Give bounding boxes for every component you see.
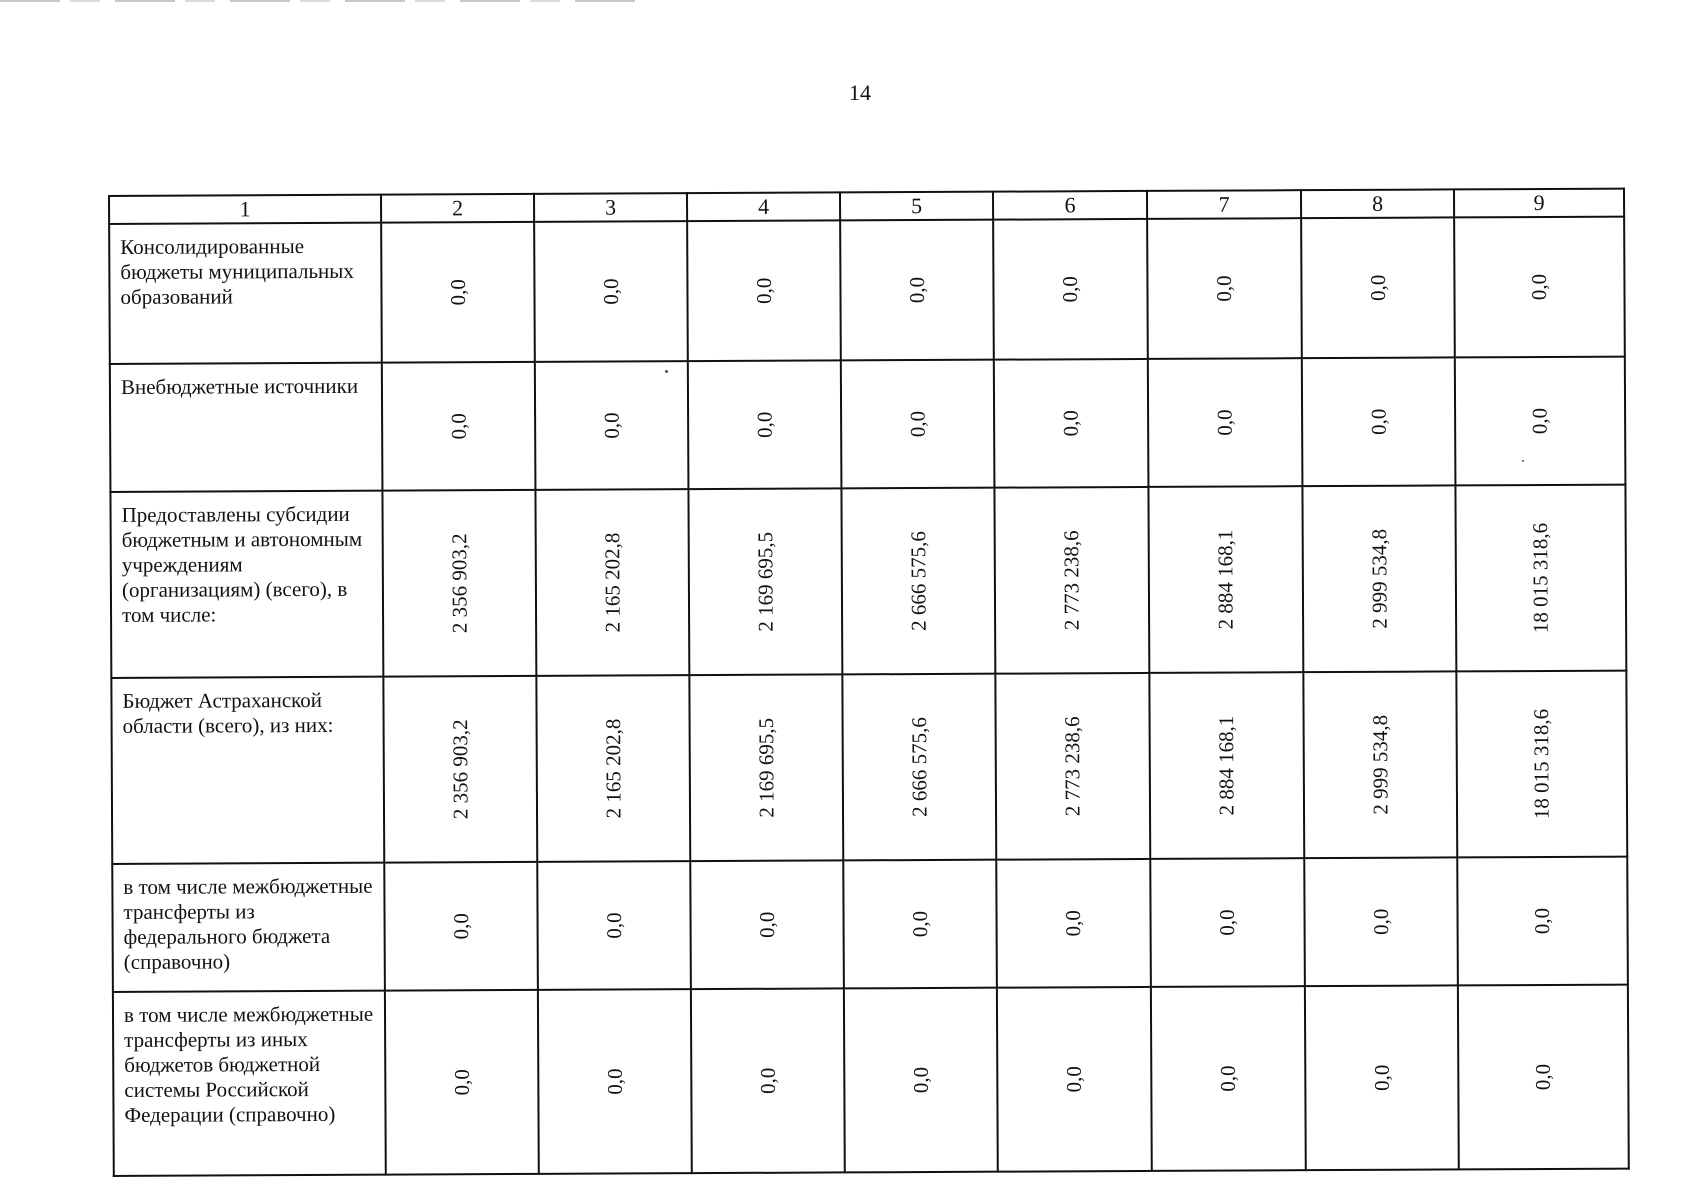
cell-value: 0,0 bbox=[446, 413, 471, 440]
row-label: в том числе межбюджетные трансферты из иных бюджетов бюджетной системы Российской Федерации (справочно) bbox=[113, 991, 386, 1176]
table-cell bbox=[1301, 217, 1455, 358]
cell-value: 0,0 bbox=[448, 913, 473, 940]
cell-value: 0,0 bbox=[751, 277, 776, 304]
cell-value: 2 884 168,1 bbox=[1214, 715, 1239, 816]
table-cell bbox=[844, 988, 998, 1173]
table-row-extrabudgetary bbox=[110, 357, 1626, 492]
table-cell bbox=[1147, 218, 1302, 359]
table-cell bbox=[1305, 985, 1459, 1170]
table-cell bbox=[535, 489, 689, 676]
table-cell bbox=[534, 221, 688, 362]
cell-value: 2 666 575,6 bbox=[906, 717, 932, 817]
cell-value: 2 884 168,1 bbox=[1213, 529, 1238, 630]
table-cell bbox=[994, 359, 1149, 488]
cell-value: 0,0 bbox=[1365, 274, 1390, 301]
table-cell bbox=[688, 360, 842, 489]
table-cell bbox=[535, 361, 689, 490]
cell-value: 2 999 534,8 bbox=[1366, 528, 1392, 629]
table-cell bbox=[1455, 357, 1626, 486]
table-cell bbox=[994, 487, 1149, 674]
cell-value: 18 015 318,6 bbox=[1528, 522, 1553, 634]
table-cell bbox=[689, 674, 843, 861]
table-cell bbox=[687, 220, 841, 361]
table-cell bbox=[1303, 671, 1457, 858]
budget-table bbox=[108, 188, 1630, 1177]
cell-value: 0,0 bbox=[1369, 1064, 1394, 1091]
cell-value: 0,0 bbox=[1061, 910, 1086, 937]
table-cell bbox=[996, 859, 1151, 988]
cell-value: 0,0 bbox=[1530, 907, 1555, 935]
table-row-other-transfers bbox=[113, 985, 1629, 1176]
cell-value: 0,0 bbox=[907, 910, 932, 938]
cell-value: 0,0 bbox=[908, 1066, 933, 1094]
table-cell bbox=[1304, 857, 1458, 986]
table-cell bbox=[995, 673, 1150, 860]
table-cell bbox=[538, 989, 692, 1174]
header-cell-6: 6 bbox=[993, 191, 1147, 220]
budget-table-wrapper bbox=[108, 188, 1628, 1177]
table-cell bbox=[1456, 671, 1627, 858]
cell-value: 2 999 534,8 bbox=[1367, 714, 1393, 815]
cell-value: 0,0 bbox=[1058, 410, 1083, 437]
table-cell bbox=[382, 362, 536, 491]
cell-value: 0,0 bbox=[1366, 408, 1391, 435]
table-cell bbox=[842, 674, 996, 861]
cell-value: 0,0 bbox=[598, 278, 623, 305]
table-cell bbox=[384, 862, 538, 991]
header-cell-2: 2 bbox=[381, 194, 534, 223]
cell-value: 0,0 bbox=[601, 912, 626, 939]
cell-value: 0,0 bbox=[602, 1068, 627, 1095]
header-cell-1: 1 bbox=[109, 195, 381, 224]
table-cell bbox=[382, 490, 536, 677]
table-cell bbox=[1455, 485, 1626, 672]
cell-value: 2 169 695,5 bbox=[753, 717, 779, 818]
cell-value: 0,0 bbox=[445, 279, 470, 306]
table-row-municipal-budgets bbox=[109, 217, 1625, 364]
cell-value: 0,0 bbox=[1212, 409, 1237, 436]
table-cell bbox=[1302, 357, 1456, 486]
header-cell-7: 7 bbox=[1147, 190, 1301, 219]
cell-value: 0,0 bbox=[904, 276, 929, 304]
cell-value: 2 773 238,6 bbox=[1060, 716, 1085, 817]
table-row-federal-transfers bbox=[112, 857, 1628, 992]
header-cell-5: 5 bbox=[840, 192, 993, 221]
header-cell-3: 3 bbox=[534, 193, 687, 222]
cell-value: 2 773 238,6 bbox=[1059, 530, 1084, 631]
cell-value: 0,0 bbox=[1368, 908, 1393, 935]
cell-value: 0,0 bbox=[1057, 276, 1083, 303]
cell-value: 0,0 bbox=[449, 1069, 474, 1096]
table-cell bbox=[1151, 986, 1306, 1171]
table-cell bbox=[997, 987, 1152, 1172]
table-row-subsidies-total bbox=[110, 485, 1626, 678]
cell-value: 0,0 bbox=[755, 1067, 780, 1094]
cell-value: 18 015 318,6 bbox=[1529, 708, 1554, 820]
cell-value: 0,0 bbox=[1215, 909, 1240, 936]
table-cell bbox=[1150, 858, 1305, 987]
page-number: 14 bbox=[849, 80, 871, 105]
cell-value: 2 165 202,8 bbox=[600, 718, 626, 819]
header-cell-8: 8 bbox=[1301, 189, 1454, 218]
table-cell bbox=[1458, 985, 1629, 1170]
scan-speck bbox=[665, 370, 668, 373]
row-label: Консолидированные бюджеты муниципальных образований bbox=[109, 223, 382, 364]
cell-value: 0,0 bbox=[1061, 1066, 1086, 1093]
cell-value: 2 165 202,8 bbox=[599, 532, 625, 633]
table-cell bbox=[843, 860, 997, 989]
cell-value: 0,0 bbox=[1211, 275, 1237, 302]
row-label: в том числе межбюджетные трансферты из федерального бюджета (справочно) bbox=[112, 863, 385, 992]
table-cell bbox=[1148, 358, 1303, 487]
cell-value: 2 666 575,6 bbox=[905, 531, 931, 631]
row-label: Предоставлены субсидии бюджетным и автономным учреждениям (организациям) (всего), в том числе: bbox=[110, 491, 383, 678]
table-cell bbox=[993, 219, 1148, 360]
row-label: Внебюджетные источники bbox=[110, 363, 383, 492]
table-cell bbox=[1148, 486, 1303, 673]
cell-value: 2 356 903,2 bbox=[446, 533, 472, 634]
table-cell bbox=[841, 488, 995, 675]
cell-value: 0,0 bbox=[1526, 273, 1552, 301]
table-cell bbox=[691, 988, 845, 1173]
cell-value: 0,0 bbox=[599, 412, 624, 439]
row-label: Бюджет Астраханской области (всего), из них: bbox=[111, 677, 384, 864]
table-cell bbox=[537, 861, 691, 990]
table-cell bbox=[381, 222, 535, 363]
cell-value: 0,0 bbox=[1527, 407, 1552, 435]
cell-value: 0,0 bbox=[905, 410, 930, 438]
cell-value: 0,0 bbox=[754, 911, 779, 938]
table-cell bbox=[688, 488, 842, 675]
table-cell bbox=[1302, 485, 1456, 672]
cell-value: 0,0 bbox=[1530, 1063, 1555, 1091]
header-cell-9: 9 bbox=[1454, 189, 1624, 218]
table-cell bbox=[1149, 672, 1304, 859]
table-cell bbox=[1457, 857, 1628, 986]
cell-value: 2 169 695,5 bbox=[752, 531, 778, 632]
cell-value: 2 356 903,2 bbox=[447, 719, 473, 820]
table-cell bbox=[840, 220, 994, 361]
scan-speck bbox=[1522, 460, 1524, 462]
cell-value: 0,0 bbox=[752, 411, 777, 438]
table-cell bbox=[536, 675, 690, 862]
table-cell bbox=[385, 990, 539, 1175]
table-cell bbox=[383, 676, 537, 863]
table-cell bbox=[841, 360, 995, 489]
header-cell-4: 4 bbox=[687, 192, 840, 221]
cell-value: 0,0 bbox=[1215, 1065, 1240, 1092]
table-cell bbox=[1454, 217, 1625, 358]
table-row-regional-budget bbox=[111, 671, 1627, 864]
table-cell bbox=[690, 860, 844, 989]
scan-artifact-line bbox=[0, 0, 640, 2]
